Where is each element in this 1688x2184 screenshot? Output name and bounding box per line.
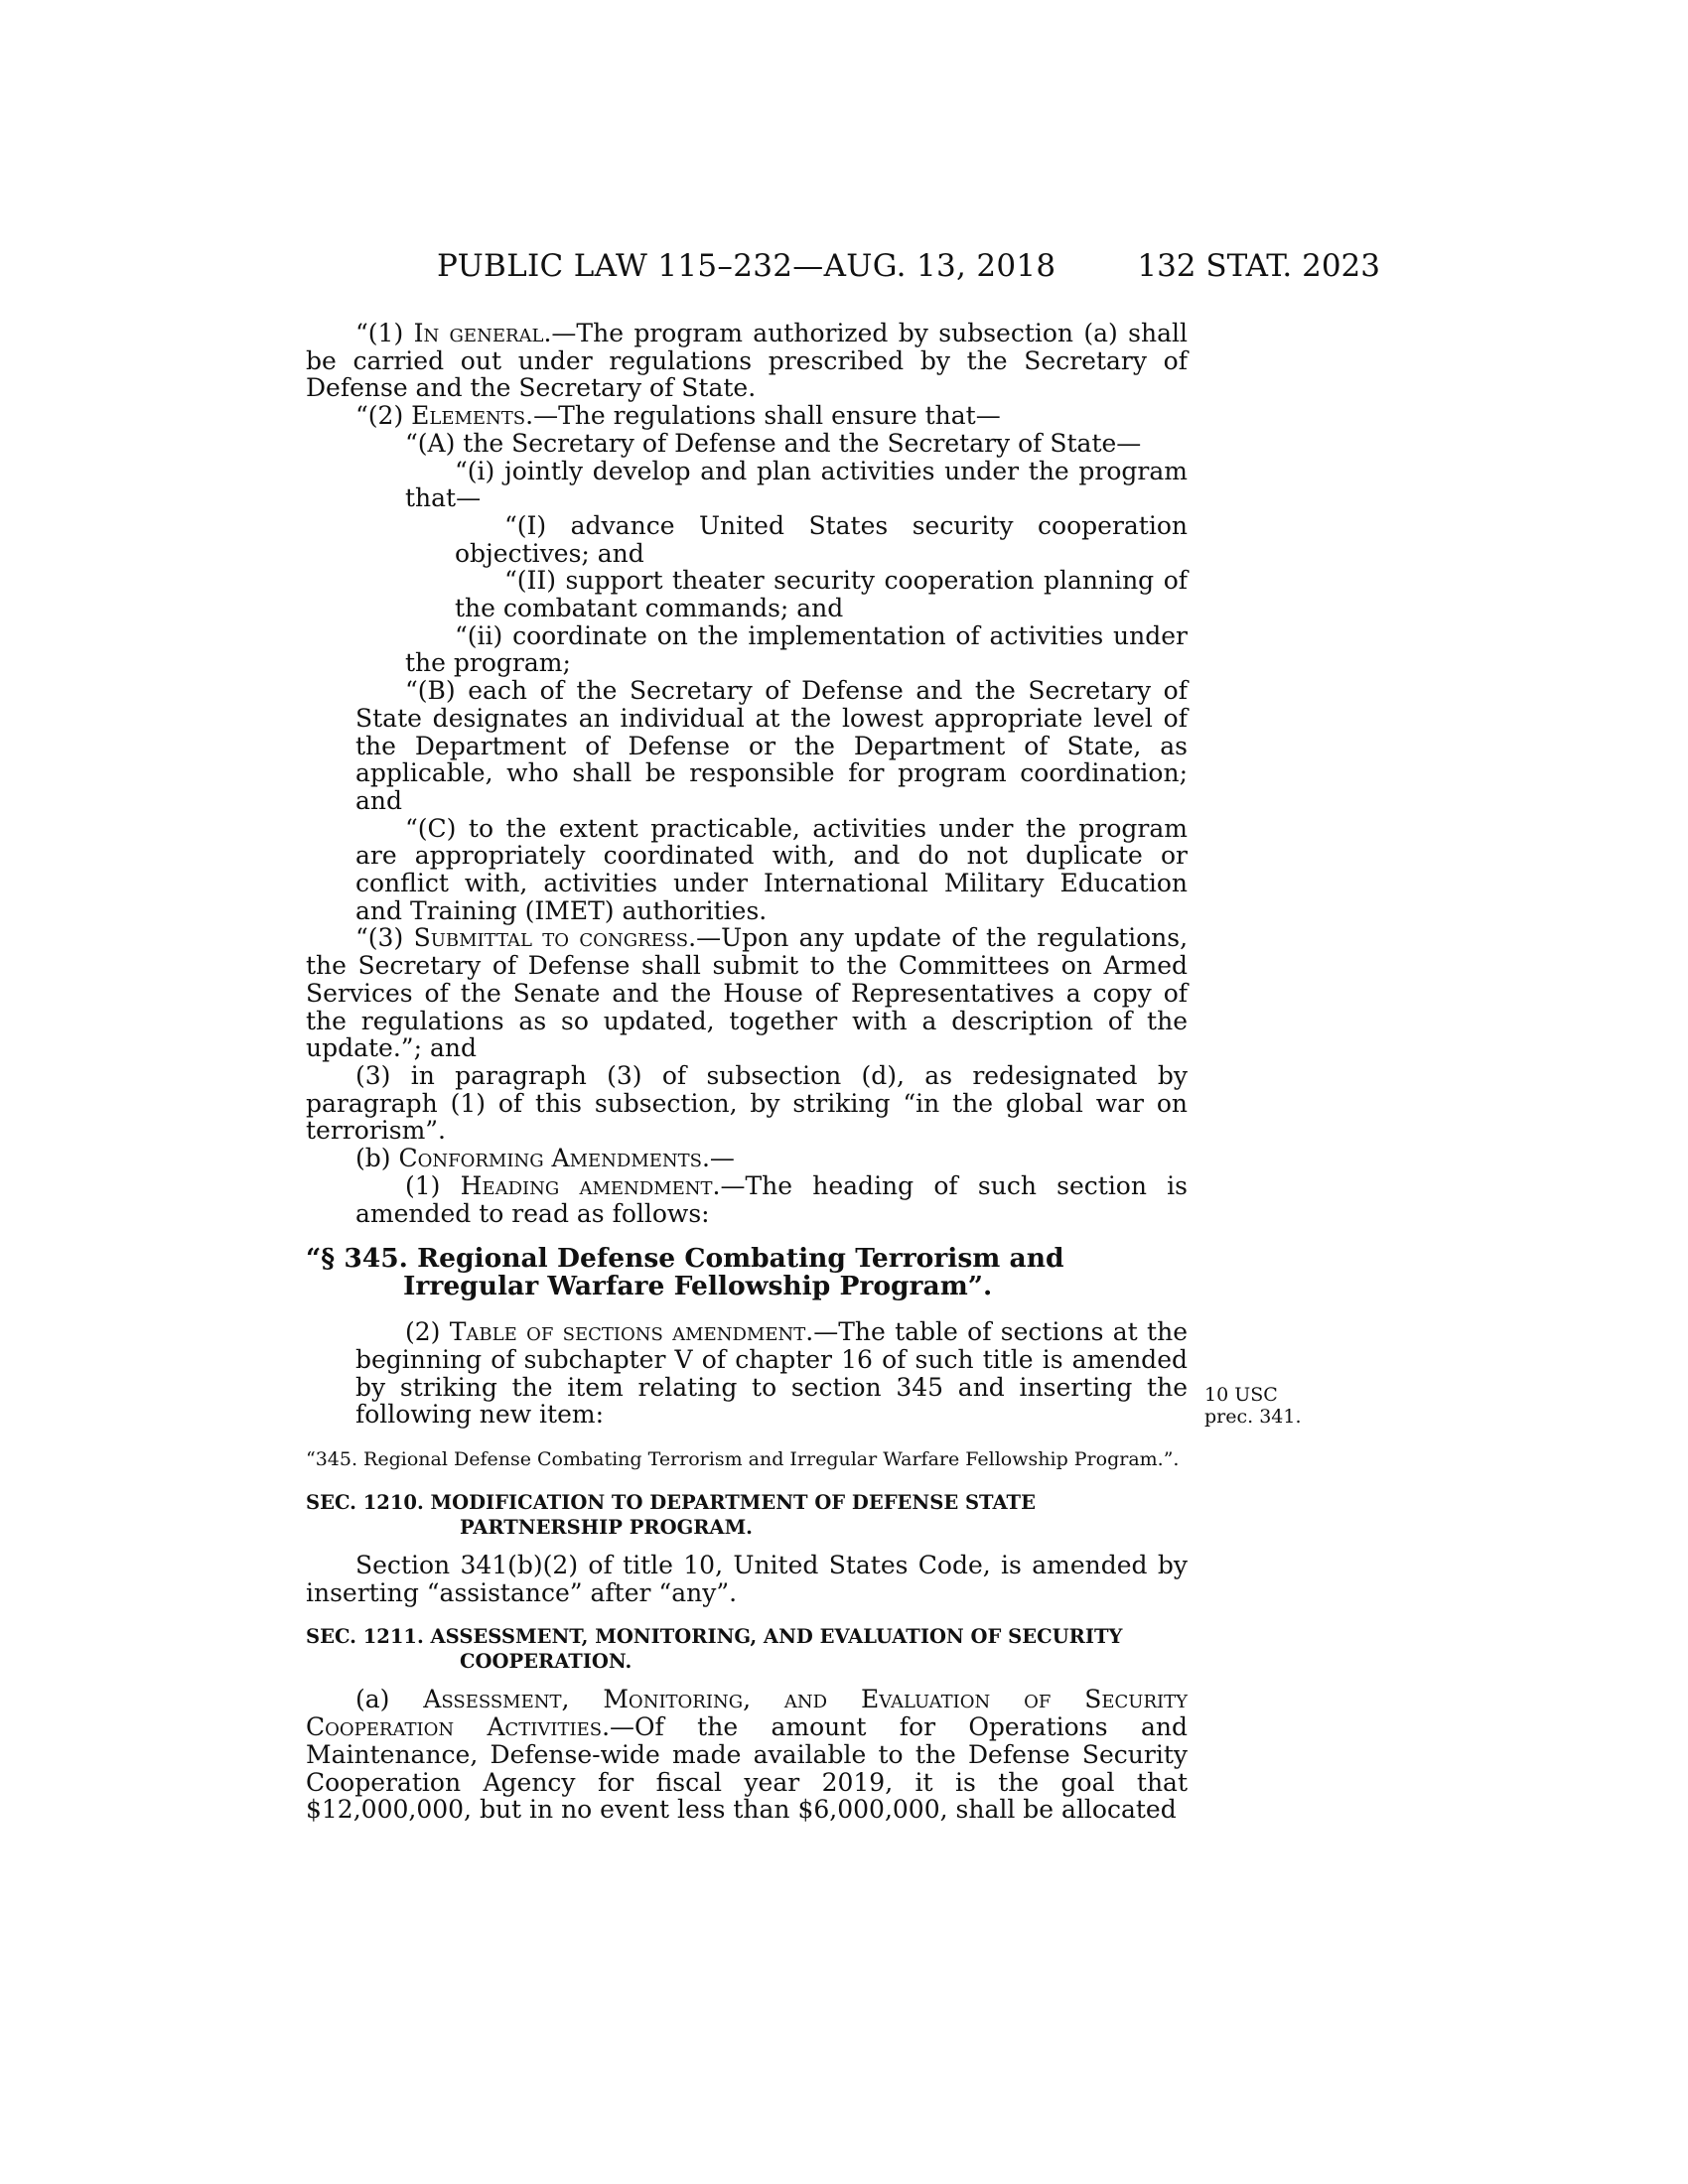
margin-note-usc <box>1204 1384 1302 1428</box>
clause-i: “(i) jointly develop and plan activities under the program that— <box>405 456 1188 513</box>
section-1210-text: Section 341(b)(2) of title 10, United States Code, is amended by inserting “assistance” after “any”. <box>306 1551 1188 1607</box>
subclause-II: “(II) support theater security cooperation planning of the combatant commands; and <box>455 566 1188 623</box>
subclause-I: “(I) advance United States security cooperation objectives; and <box>455 510 1188 568</box>
subparagraph-C: “(C) to the extent practicable, activities under the program are appropriately coordinated with, and do not duplicate or conflict with, activities under International Military Education and Training (IMET) authorities. <box>355 813 1188 925</box>
paragraph-elements: “(2) Elements.—The regulations shall ensure that— <box>355 401 1001 431</box>
clause-ii: “(ii) coordinate on the implementation of activities under the program; <box>405 620 1188 678</box>
statute-page-number: 132 STAT. 2023 <box>1137 248 1380 284</box>
paragraph-in-general: “(1) In general.—The program authorized by subsection (a) shall be carried out under regulations prescribed by the Secretary of Defense and the Secretary of State. <box>306 319 1188 403</box>
margin-note-line-1: 10 USC <box>1204 1384 1278 1406</box>
subparagraph-B: “(B) each of the Secretary of Defense and the Secretary of State designates an individual at the lowest appropriate level of the Department of Defense or the Department of State, as applicable, who shall be responsible for program coordination; and <box>355 676 1188 815</box>
subparagraph-A: “(A) the Secretary of Defense and the Secretary of State— <box>405 428 1142 458</box>
subsection-b-conforming-amendments: (b) Conforming Amendments.— <box>355 1144 735 1173</box>
section-345-heading: “§ 345. Regional Defense Combating Terrorism and Irregular Warfare Fellowship Program”. <box>306 1243 1064 1302</box>
public-law-citation: PUBLIC LAW 115–232—AUG. 13, 2018 <box>437 248 1056 284</box>
table-of-sections-amendment: (2) Table of sections amendment.—The table of sections at the beginning of subchapter V of chapter 16 of such title is amended by striking the item relating to section 345 and inserting the following new item: <box>355 1317 1188 1430</box>
section-1210-title: SEC. 1210. MODIFICATION TO DEPARTMENT OF DEFENSE STATE PARTNERSHIP PROGRAM. <box>306 1491 1036 1540</box>
table-of-sections-item: “345. Regional Defense Combating Terrorism and Irregular Warfare Fellowship Program.”. <box>306 1448 1180 1471</box>
heading-amendment: (1) Heading amendment.—The heading of such section is amended to read as follows: <box>355 1170 1188 1228</box>
paragraph-submittal-to-congress: “(3) Submittal to congress.—Upon any update of the regulations, the Secretary of Defense shall submit to the Committees on Armed Services of the Senate and the House of Representatives a copy of the regulations as so updated, together with a description of the update.”; and <box>306 923 1189 1063</box>
paragraph-3-amendment: (3) in paragraph (3) of subsection (d), as redesignated by paragraph (1) of this subsection, by striking “in the global war on terrorism”. <box>306 1060 1188 1146</box>
document-body <box>306 320 1188 1824</box>
margin-note-line-2: prec. 341. <box>1204 1406 1302 1428</box>
subsection-a-assessment: (a) Assessment, Monitoring, and Evaluation of Security Cooperation Activities.—Of the amount for Operations and Maintenance, Defense-wide made available to the Defense Security Cooperation Agency for fiscal year 2019, it is the goal that $12,000,000, but in no event less than $6,000,000, shall be allocated <box>306 1685 1189 1825</box>
section-1211-title: SEC. 1211. ASSESSMENT, MONITORING, AND EVALUATION OF SECURITY COOPERATION. <box>306 1625 1123 1674</box>
